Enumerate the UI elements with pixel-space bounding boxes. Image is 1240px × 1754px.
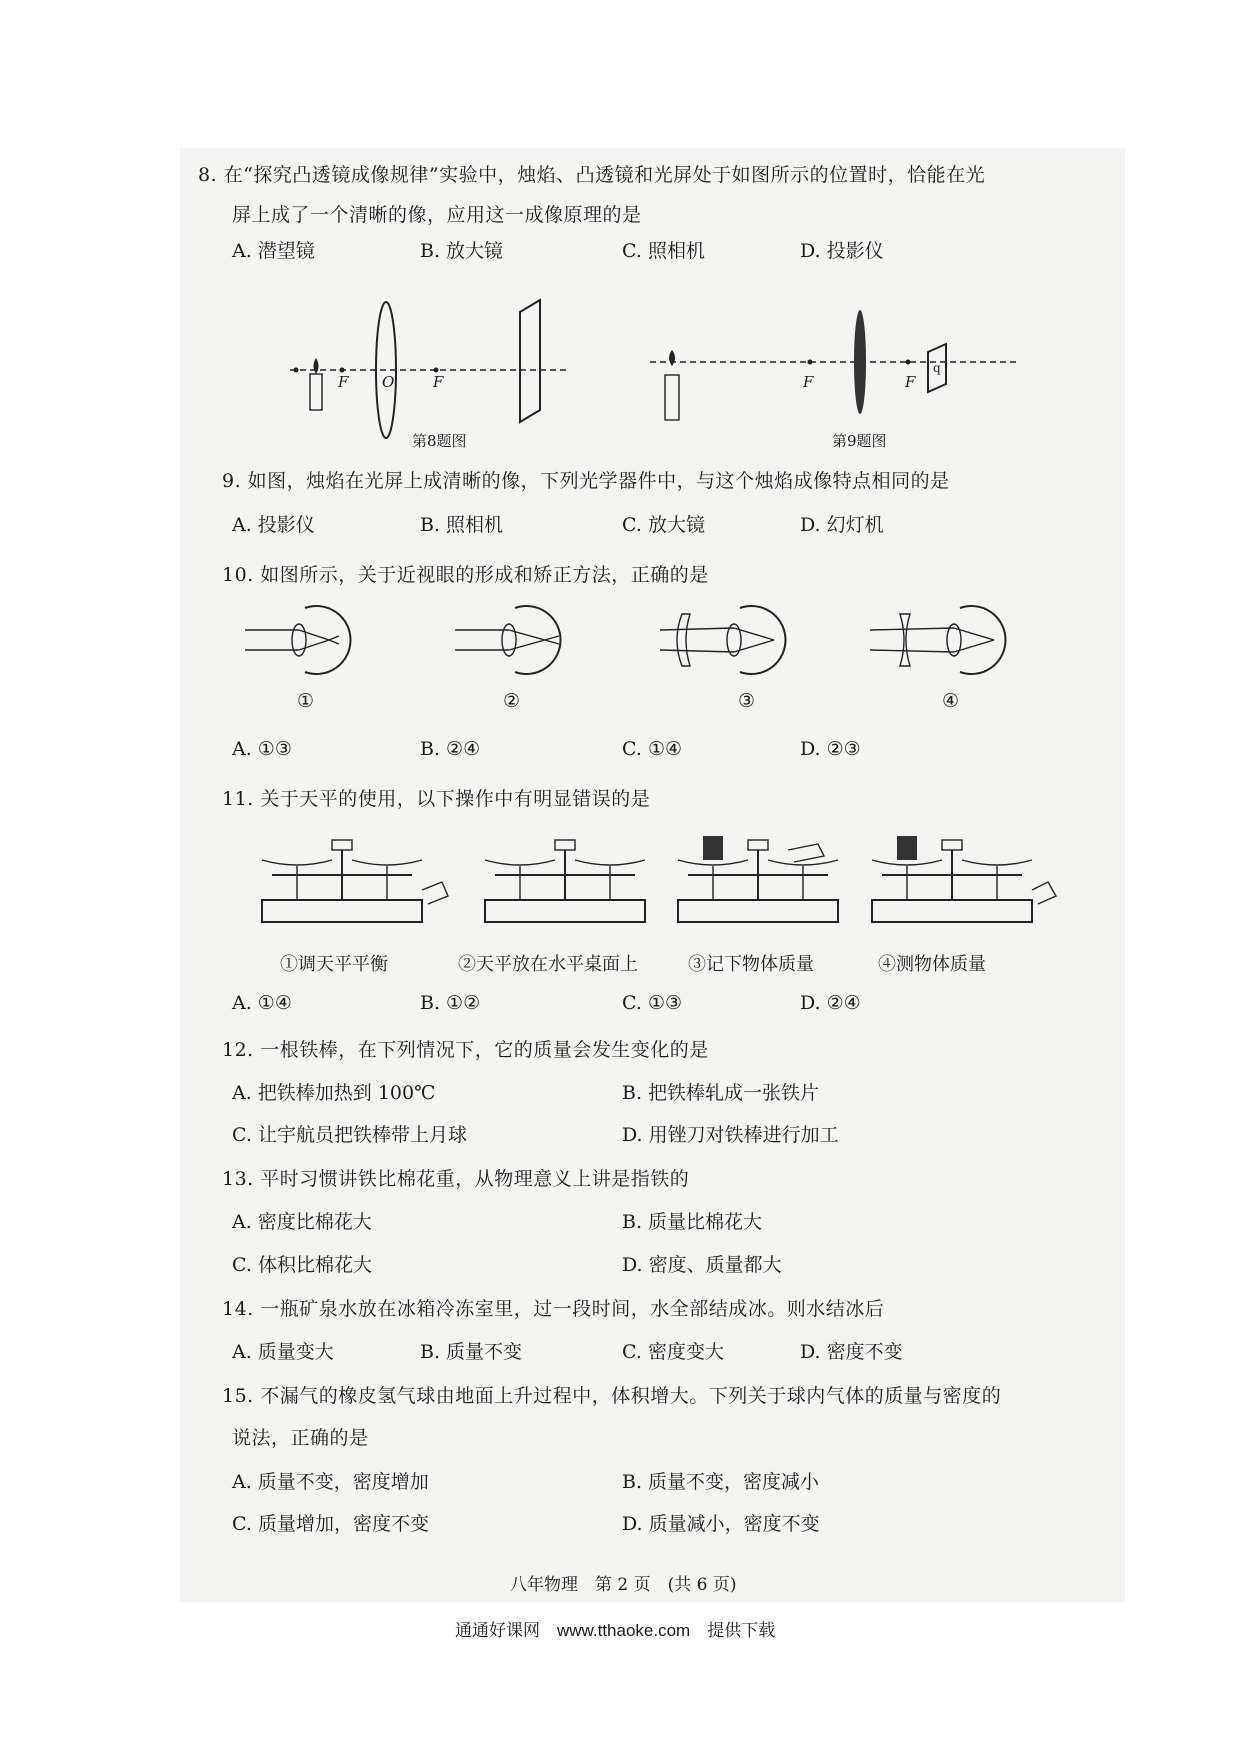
q13-option-d: D. 密度、质量都大 xyxy=(622,1254,782,1276)
page-footer: 八年物理 第 2 页 (共 6 页) xyxy=(510,1575,737,1595)
q8-figure-caption: 第8题图 xyxy=(412,432,467,450)
q8-lens-figure xyxy=(290,270,590,440)
q8-option-b: B. 放大镜 xyxy=(420,240,504,262)
q10-eye-4 xyxy=(870,600,1020,680)
q11-caption-2: ②天平放在水平桌面上 xyxy=(458,954,638,975)
q15-stem-line2: 说法，正确的是 xyxy=(232,1427,369,1449)
q9-label-f2: F xyxy=(905,373,916,391)
q9-lens-figure xyxy=(650,300,1030,450)
q14-option-a: A. 质量变大 xyxy=(232,1341,334,1363)
q12-option-d: D. 用锉刀对铁棒进行加工 xyxy=(622,1124,839,1146)
q13-option-a: A. 密度比棉花大 xyxy=(232,1211,372,1233)
q8-option-d: D. 投影仪 xyxy=(800,240,884,262)
q15-option-a: A. 质量不变，密度增加 xyxy=(232,1471,429,1493)
q9-option-d: D. 幻灯机 xyxy=(800,514,884,536)
q11-option-c: C. ①③ xyxy=(622,992,683,1014)
q10-figure-label-3: ③ xyxy=(738,690,756,712)
q14-option-c: C. 密度变大 xyxy=(622,1341,724,1363)
svg-text:q: q xyxy=(933,361,941,375)
q9-option-a: A. 投影仪 xyxy=(232,514,315,536)
q10-eye-1 xyxy=(245,600,365,680)
q12-option-a: A. 把铁棒加热到 100℃ xyxy=(232,1082,436,1104)
q9-option-c: C. 放大镜 xyxy=(622,514,705,536)
q9-option-b: B. 照相机 xyxy=(420,514,504,536)
q8-label-o: O xyxy=(382,373,395,391)
q11-balance-4 xyxy=(862,830,1062,940)
q11-balance-1 xyxy=(252,830,452,940)
q10-stem: 10. 如图所示，关于近视眼的形成和矫正方法，正确的是 xyxy=(222,564,709,586)
q13-option-b: B. 质量比棉花大 xyxy=(622,1211,763,1233)
q12-stem: 12. 一根铁棒，在下列情况下，它的质量会发生变化的是 xyxy=(222,1039,709,1061)
q11-balance-3 xyxy=(668,830,868,940)
q11-caption-3: ③记下物体质量 xyxy=(688,954,814,975)
q8-stem-line2: 屏上成了一个清晰的像，应用这一成像原理的是 xyxy=(232,204,642,226)
q10-option-c: C. ①④ xyxy=(622,738,683,760)
q9-figure-caption: 第9题图 xyxy=(832,432,887,450)
q11-balance-2 xyxy=(475,830,675,940)
q14-option-d: D. 密度不变 xyxy=(800,1341,903,1363)
q11-caption-4: ④测物体质量 xyxy=(878,954,986,975)
download-note: 通通好课网 www.tthaoke.com 提供下载 xyxy=(455,1621,776,1640)
q10-figure-label-1: ① xyxy=(297,690,315,712)
q10-option-b: B. ②④ xyxy=(420,738,481,760)
q10-option-d: D. ②③ xyxy=(800,738,861,760)
q11-option-a: A. ①④ xyxy=(232,992,292,1014)
q12-option-c: C. 让宇航员把铁棒带上月球 xyxy=(232,1124,467,1146)
q9-label-f1: F xyxy=(803,373,814,391)
q11-caption-1: ①调天平平衡 xyxy=(280,954,388,975)
q8-option-a: A. 潜望镜 xyxy=(232,240,315,262)
q14-stem: 14. 一瓶矿泉水放在冰箱冷冻室里，过一段时间，水全部结成冰。则水结冰后 xyxy=(222,1298,885,1320)
q12-option-b: B. 把铁棒轧成一张铁片 xyxy=(622,1082,820,1104)
q8-option-c: C. 照相机 xyxy=(622,240,705,262)
q10-eye-3 xyxy=(660,600,800,680)
q10-option-a: A. ①③ xyxy=(232,738,292,760)
q13-stem: 13. 平时习惯讲铁比棉花重，从物理意义上讲是指铁的 xyxy=(222,1168,690,1190)
q10-figure-label-4: ④ xyxy=(942,690,960,712)
q14-option-b: B. 质量不变 xyxy=(420,1341,523,1363)
q8-label-f1: F xyxy=(338,373,349,391)
q10-figure-label-2: ② xyxy=(503,690,521,712)
q10-eye-2 xyxy=(455,600,575,680)
q9-stem: 9. 如图，烛焰在光屏上成清晰的像，下列光学器件中，与这个烛焰成像特点相同的是 xyxy=(222,470,950,492)
q15-option-c: C. 质量增加，密度不变 xyxy=(232,1513,429,1535)
q8-label-f2: F xyxy=(433,373,444,391)
q11-stem: 11. 关于天平的使用，以下操作中有明显错误的是 xyxy=(222,788,651,810)
q8-stem-line1: 8. 在“探究凸透镜成像规律”实验中，烛焰、凸透镜和光屏处于如图所示的位置时，恰能在光 xyxy=(198,164,986,186)
q11-option-d: D. ②④ xyxy=(800,992,861,1014)
q13-option-c: C. 体积比棉花大 xyxy=(232,1254,372,1276)
q15-option-b: B. 质量不变，密度减小 xyxy=(622,1471,820,1493)
q11-option-b: B. ①② xyxy=(420,992,481,1014)
q15-stem-line1: 15. 不漏气的橡皮氢气球由地面上升过程中，体积增大。下列关于球内气体的质量与密度的 xyxy=(222,1385,1002,1407)
q15-option-d: D. 质量减小，密度不变 xyxy=(622,1513,820,1535)
